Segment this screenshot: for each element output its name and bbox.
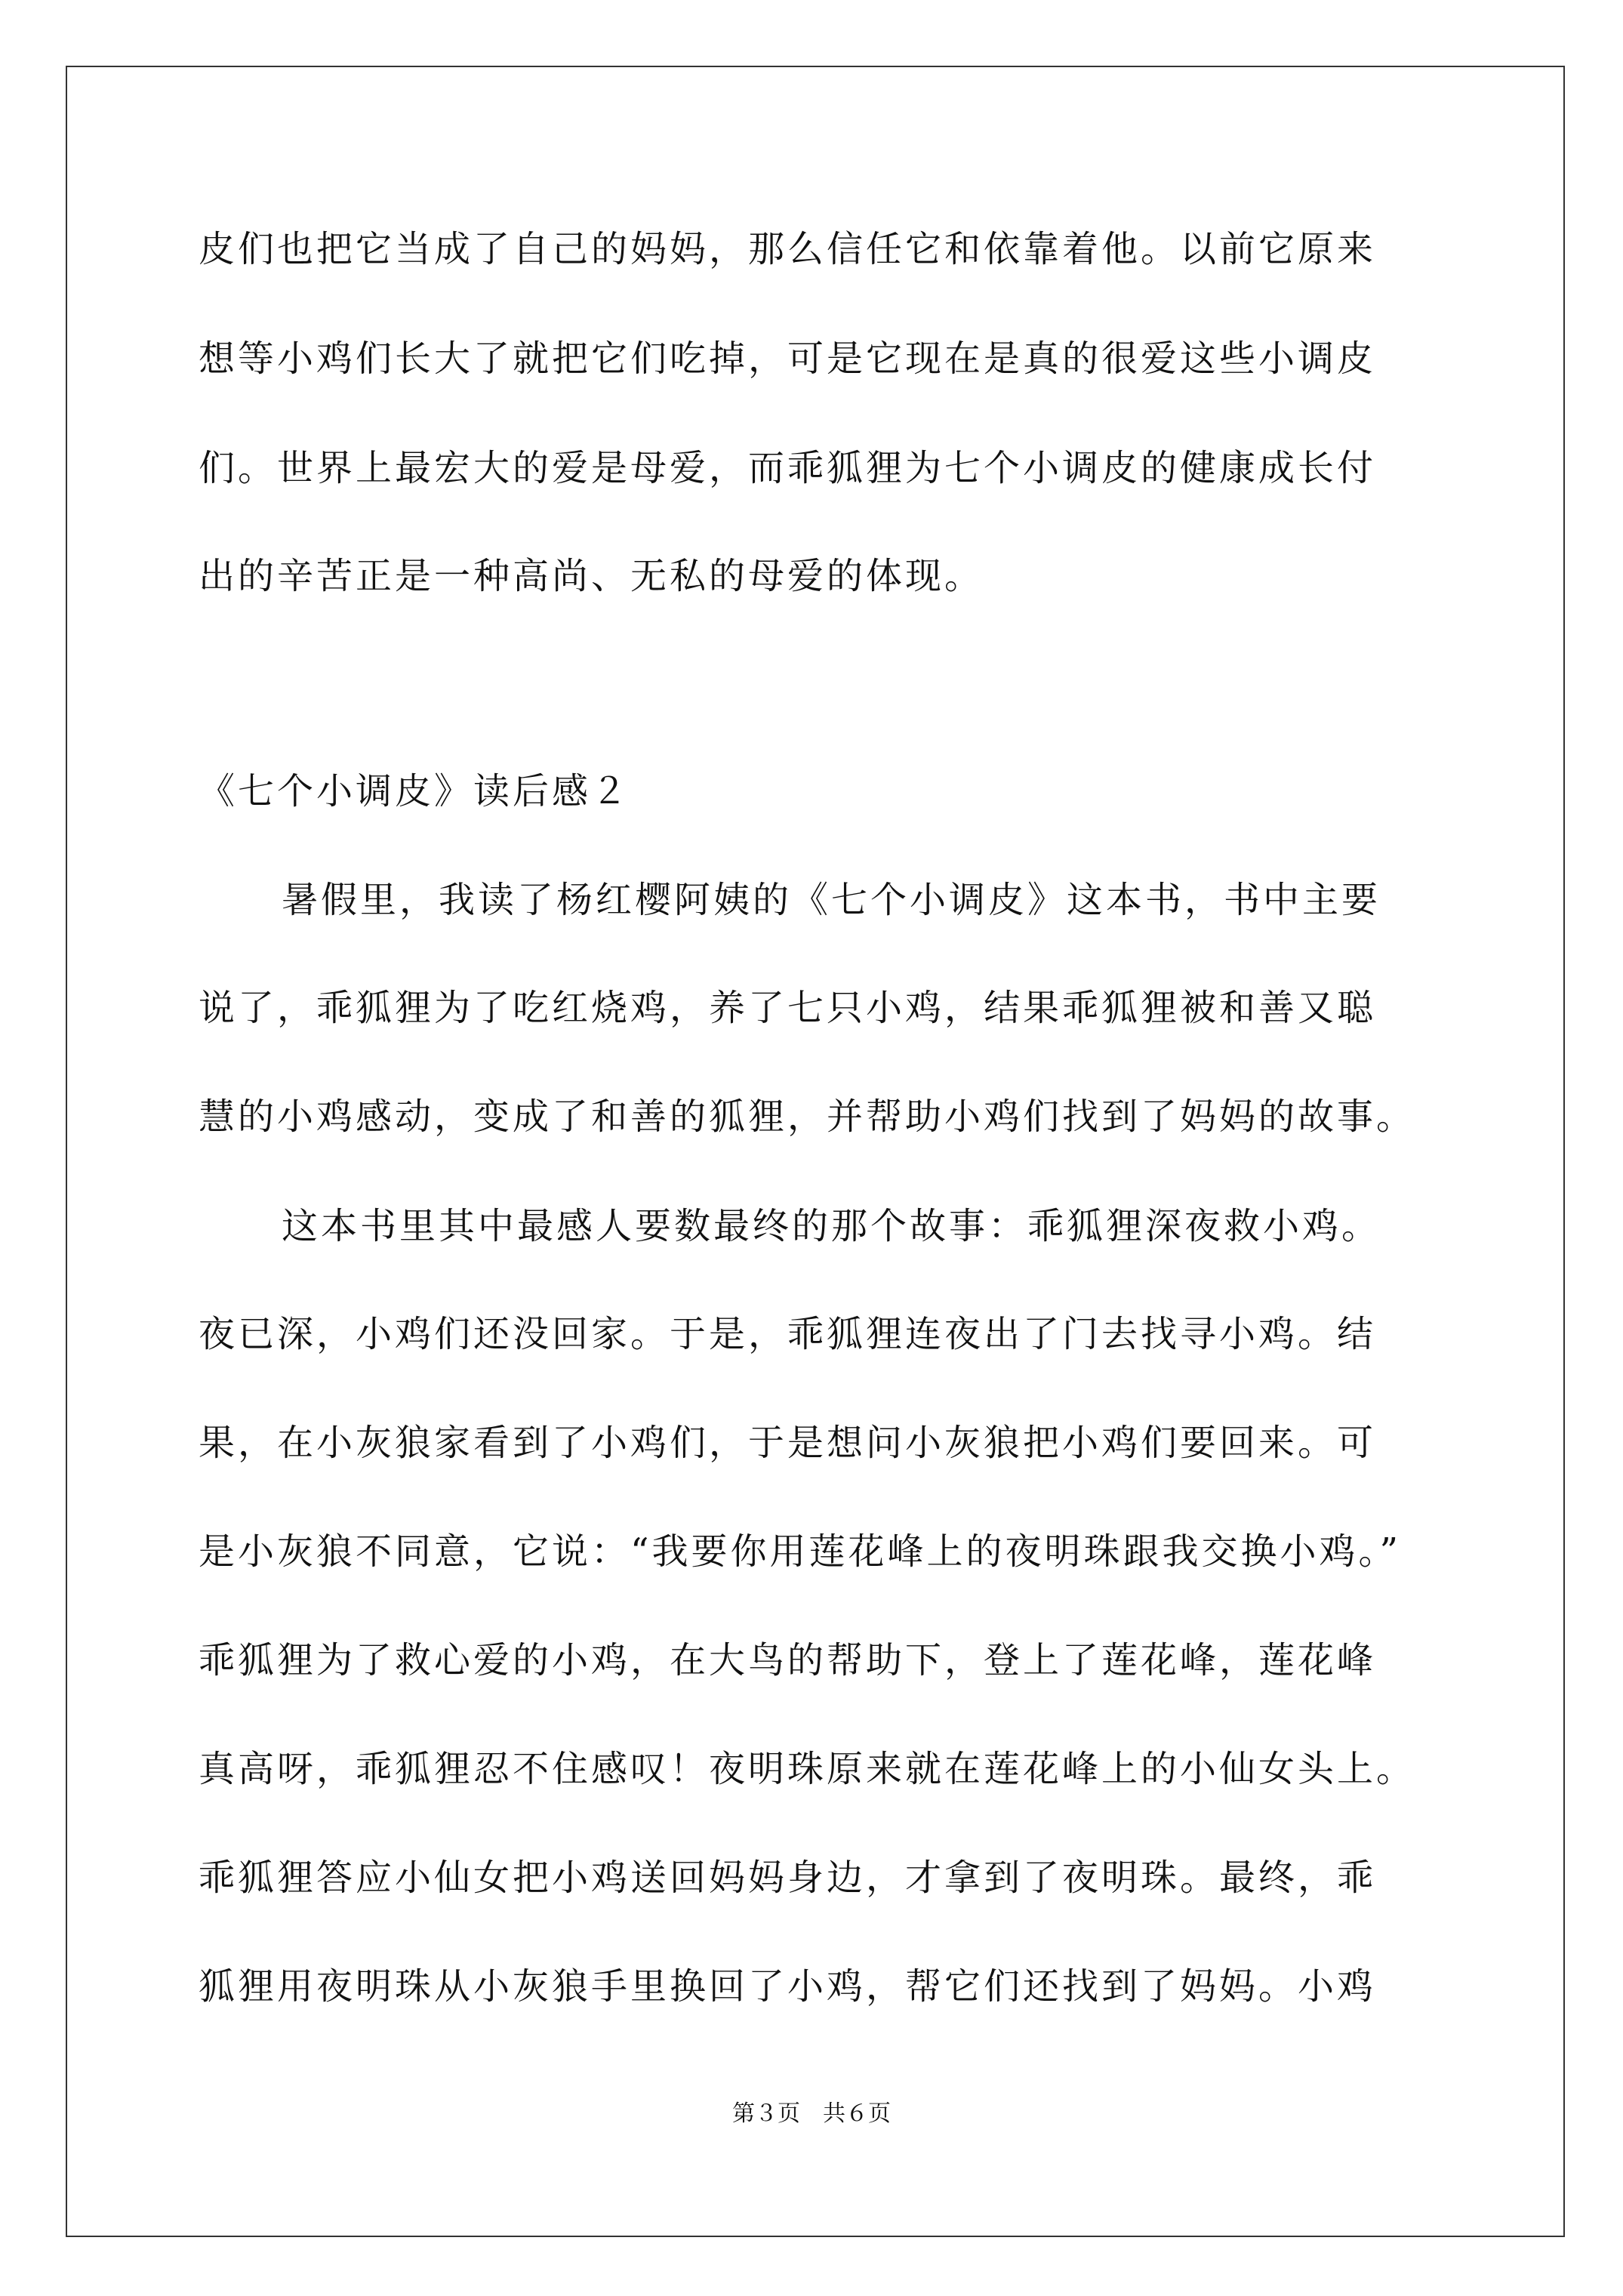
paragraph-1-line-4: 出的辛苦正是一种高尚、无私的母爱的体现。 — [199, 555, 984, 597]
paragraph-1-line-3: 们。世界上最宏大的爱是母爱，而乖狐狸为七个小调皮的健康成长付 — [199, 447, 1377, 489]
paragraph-3-line-1: 这本书里其中最感人要数最终的那个故事：乖狐狸深夜救小鸡。 — [282, 1205, 1381, 1247]
paragraph-2-line-1: 暑假里，我读了杨红樱阿姨的《七个小调皮》这本书，书中主要 — [282, 879, 1381, 921]
paragraph-1-line-1: 皮们也把它当成了自己的妈妈，那么信任它和依靠着他。以前它原来 — [199, 228, 1377, 270]
paragraph-3-line-2: 夜已深，小鸡们还没回家。于是，乖狐狸连夜出了门去找寻小鸡。结 — [199, 1313, 1377, 1355]
paragraph-3-line-6: 真高呀，乖狐狸忍不住感叹！夜明珠原来就在莲花峰上的小仙女头上。 — [199, 1748, 1416, 1790]
page-footer: 第３页 共６页 — [732, 2100, 891, 2127]
paragraph-3-line-7: 乖狐狸答应小仙女把小鸡送回妈妈身边，才拿到了夜明珠。最终，乖 — [199, 1857, 1377, 1899]
page-border — [66, 66, 1565, 2237]
section-title: 《七个小调皮》读后感２ — [199, 770, 631, 812]
paragraph-3-line-8: 狐狸用夜明珠从小灰狼手里换回了小鸡，帮它们还找到了妈妈。小鸡 — [199, 1965, 1377, 2008]
paragraph-1-line-2: 想等小鸡们长大了就把它们吃掉，可是它现在是真的很爱这些小调皮 — [199, 337, 1377, 380]
paragraph-3-line-5: 乖狐狸为了救心爱的小鸡，在大鸟的帮助下，登上了莲花峰，莲花峰 — [199, 1639, 1377, 1681]
paragraph-3-line-4: 是小灰狼不同意，它说：“我要你用莲花峰上的夜明珠跟我交换小鸡。” — [199, 1530, 1402, 1573]
paragraph-2-line-2: 说了，乖狐狸为了吃红烧鸡，养了七只小鸡，结果乖狐狸被和善又聪 — [199, 987, 1377, 1029]
paragraph-3-line-3: 果，在小灰狼家看到了小鸡们，于是想问小灰狼把小鸡们要回来。可 — [199, 1422, 1377, 1464]
paragraph-2-line-3: 慧的小鸡感动，变成了和善的狐狸，并帮助小鸡们找到了妈妈的故事。 — [199, 1096, 1416, 1138]
